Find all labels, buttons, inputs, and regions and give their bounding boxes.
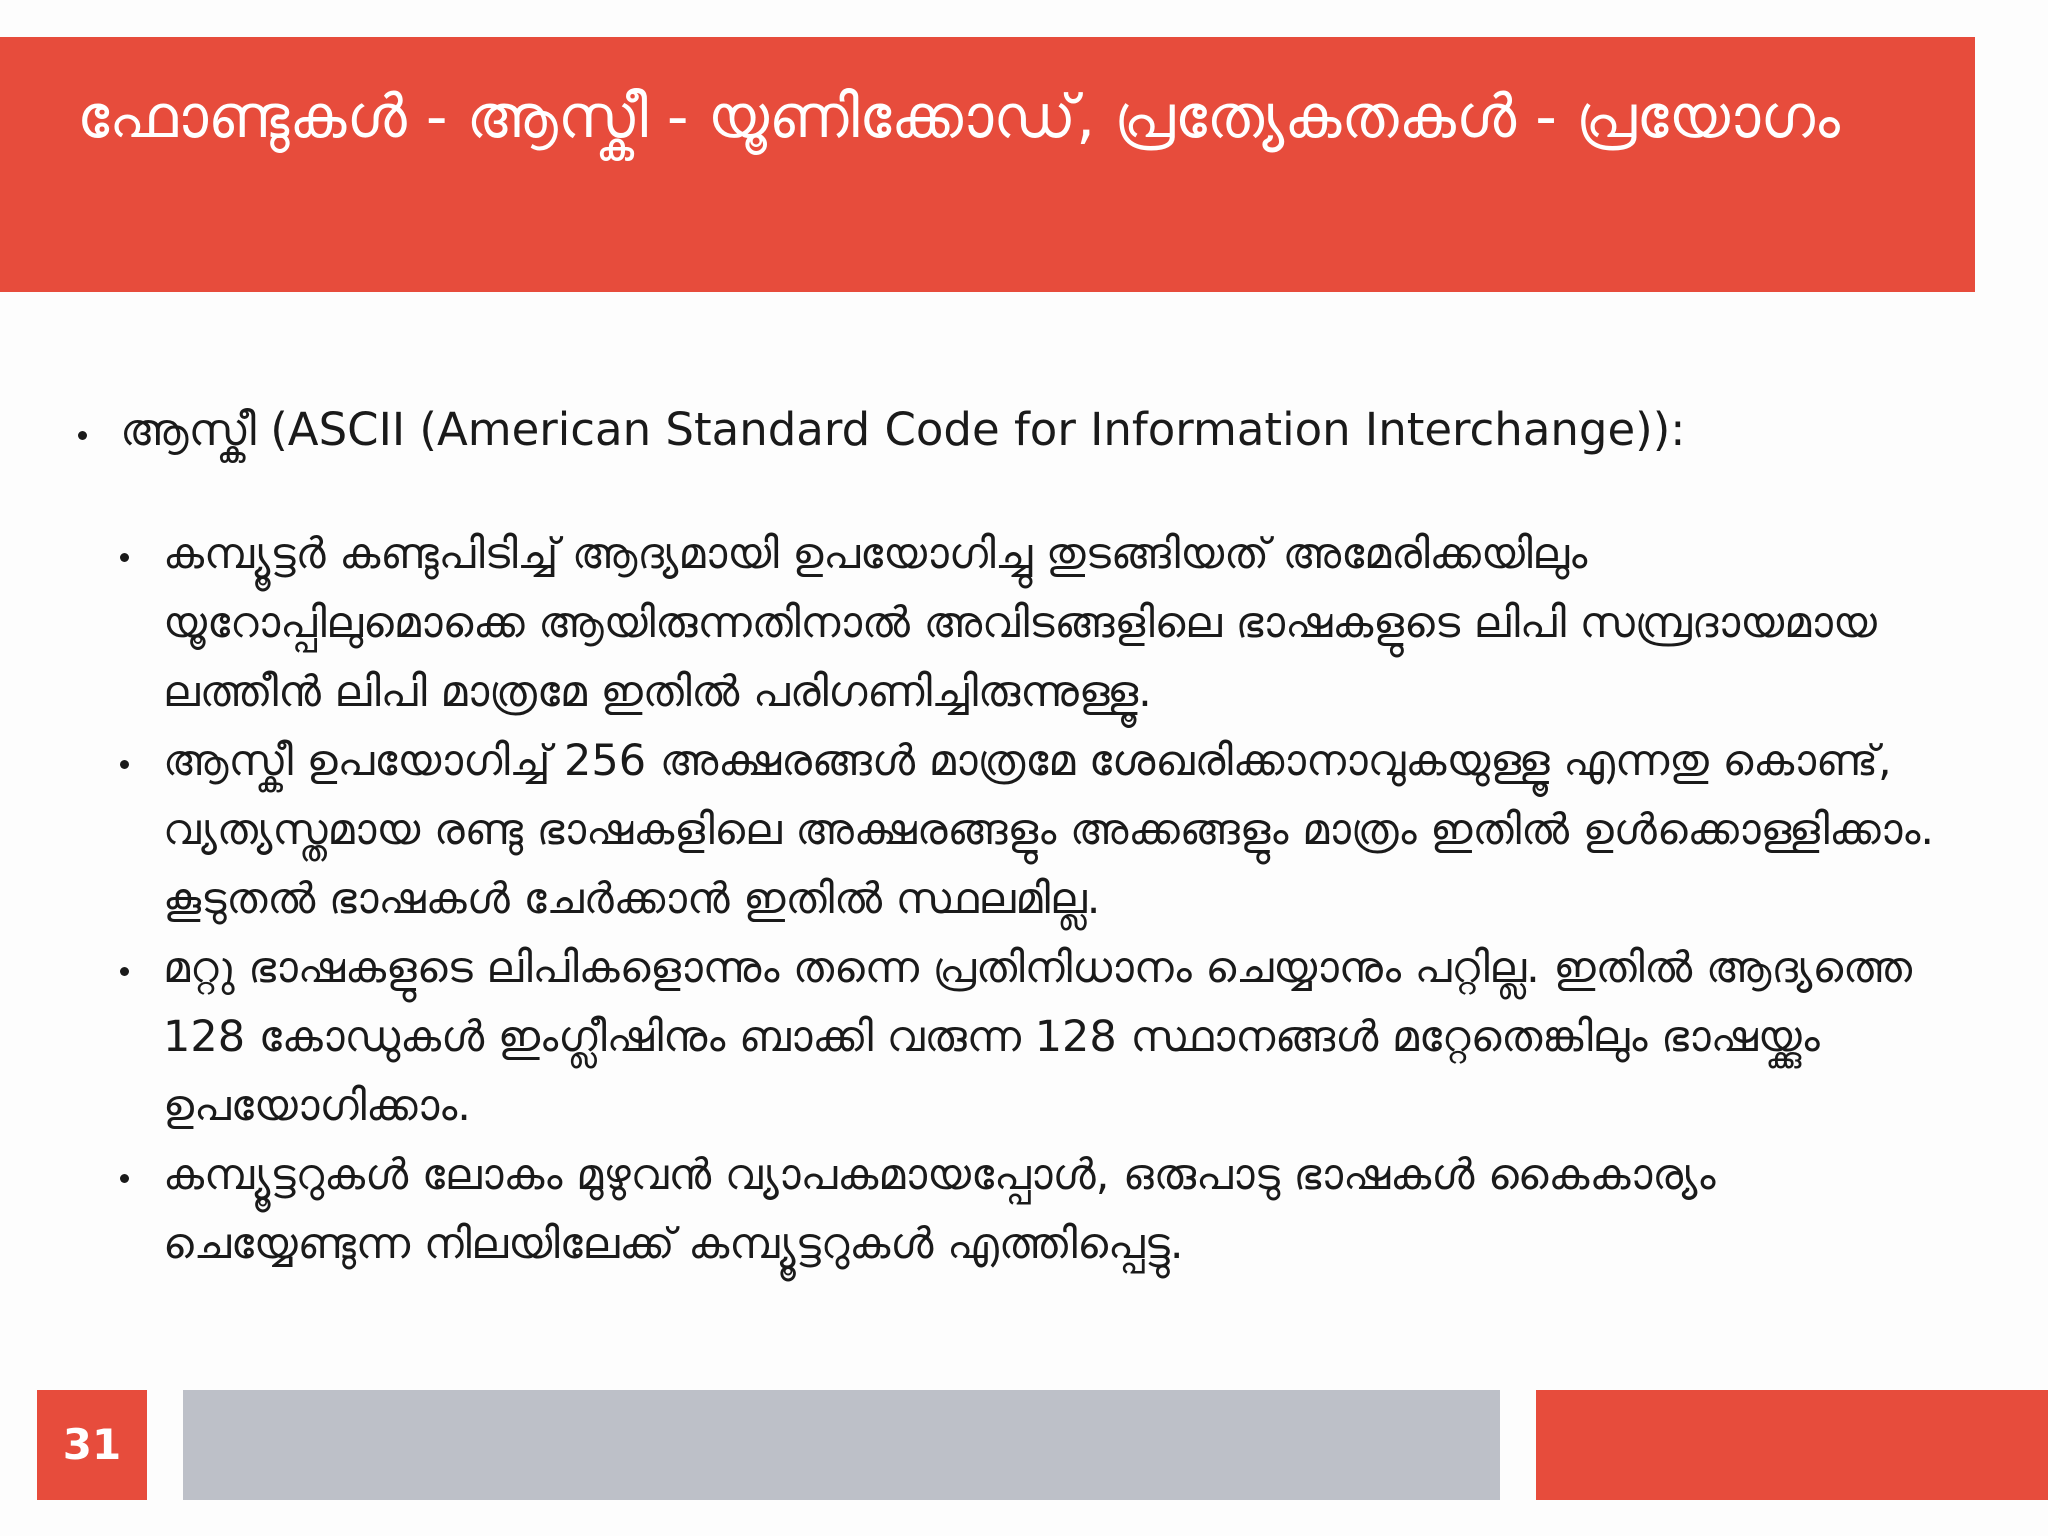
list-item <box>120 727 1960 934</box>
list-item <box>120 934 1960 1141</box>
sub-bullet-list <box>60 520 1960 1279</box>
list-item-text: ആസ്കീ ഉപയോഗിച്ച് 256 അക്ഷരങ്ങൾ മാത്രമേ ശേഖരിക്കാനാവുകയുള്ളൂ എന്നതു കൊണ്ട്, വ്യത്യസ്തമായ രണ്ടു ഭാഷകളിലെ അക്ഷരങ്ങളും അക്കങ്ങളും മാത്രം ഇതിൽ ഉൾക്കൊള്ളിക്കാം. കൂടുതൽ ഭാഷകൾ ചേർക്കാൻ ഇതിൽ സ്ഥലമില്ല. <box>163 736 1935 924</box>
list-item-text: മറ്റു ഭാഷകളുടെ ലിപികളൊന്നും തന്നെ പ്രതിനിധാനം ചെയ്യാനും പറ്റില്ല. ഇതിൽ ആദ്യത്തെ 128 കോഡുകൾ ഇംഗ്ലീഷിനും ബാക്കി വരുന്ന 128 സ്ഥാനങ്ങൾ മറ്റേതെങ്കിലും ഭാഷയ്ക്കും ഉപയോഗിക്കാം. <box>163 943 1913 1131</box>
bullet-dot <box>120 1174 129 1183</box>
bullet-dot <box>120 553 129 562</box>
bullet-dot <box>78 431 87 440</box>
bullet-dot <box>120 967 129 976</box>
page-number: 31 <box>62 1420 122 1469</box>
list-item <box>120 520 1960 727</box>
slide-title: ഫോണ്ടുകൾ - ആസ്കീ - യൂണിക്കോഡ്, പ്രത്യേകതകൾ - പ്രയോഗം <box>77 82 1840 152</box>
slide-content <box>60 395 1960 1279</box>
page-number-box <box>37 1390 147 1500</box>
list-item-text: കമ്പ്യൂട്ടറുകൾ ലോകം മുഴുവൻ വ്യാപകമായപ്പോൾ, ഒരുപാടു ഭാഷകൾ കൈകാര്യം ചെയ്യേണ്ടുന്ന നിലയിലേക്ക് കമ്പ്യൂട്ടറുകൾ എത്തിപ്പെട്ടു. <box>163 1150 1716 1269</box>
heading-bullet-text: ആസ്കീ (ASCII (American Standard Code for Information Interchange)): <box>120 403 1686 456</box>
list-item <box>120 1141 1960 1279</box>
list-item-text: കമ്പ്യൂട്ടർ കണ്ടുപിടിച്ച് ആദ്യമായി ഉപയോഗിച്ചു തുടങ്ങിയത് അമേരിക്കയിലും യൂറോപ്പിലുമൊക്കെ ആയിരുന്നതിനാൽ അവിടങ്ങളിലെ ഭാഷകളുടെ ലിപി സമ്പ്രദായമായ ലത്തീൻ ലിപി മാത്രമേ ഇതിൽ പരിഗണിച്ചിരുന്നുള്ളൂ. <box>163 529 1877 717</box>
heading-bullet-item <box>60 395 1960 465</box>
footer-gray-bar <box>183 1390 1500 1500</box>
bullet-dot <box>120 760 129 769</box>
footer-red-bar <box>1536 1390 2048 1500</box>
